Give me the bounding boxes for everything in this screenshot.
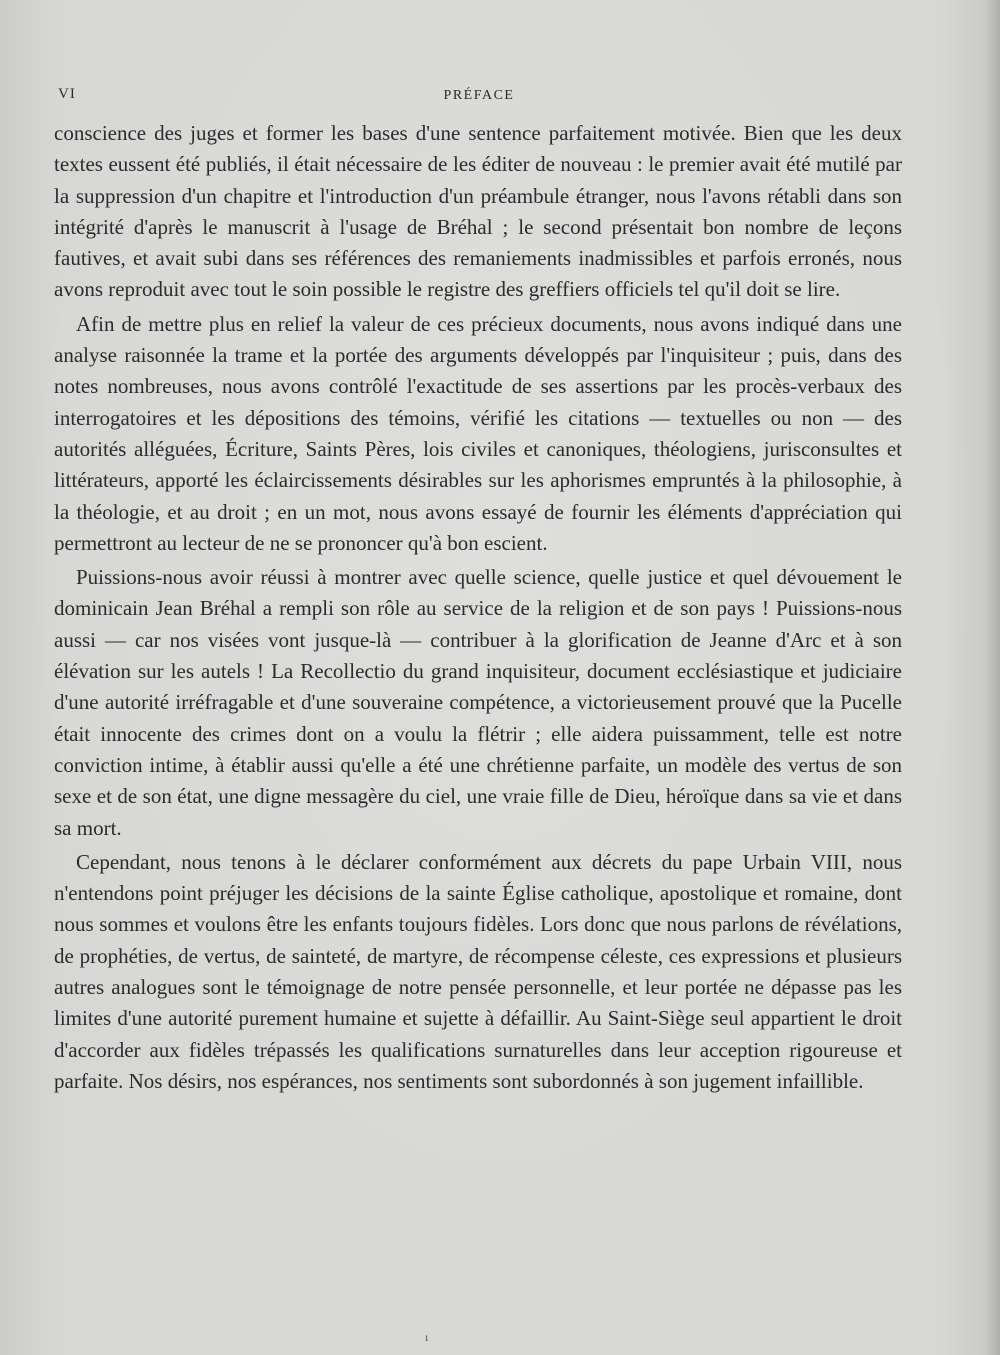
paragraph-continuation: conscience des juges et former les bases d'une sentence parfaitement motivée. Bien que les deux textes eussent été publiés, il était nécessaire de les éditer de nouveau : le premier avait été mutilé par la suppression d'un chapitre et l'introduction d'un préambule étranger, nous l'avons rétabli dans son intégrité d'après le manuscrit à l'usage de Bréhal ; le second présentait bon nombre de leçons fautives, et avait subi dans ses références des remaniements inadmissibles et parfois erronés, nous avons reproduit avec tout le soin possible le registre des greffiers officiels tel qu'il doit se lire. xyxy=(54,121,902,302)
paragraph-hopes: Puissions-nous avoir réussi à montrer avec quelle science, quelle justice et quel dévouement le dominicain Jean Bréhal a rempli son rôle au service de la religion et de son pays ! Puissions-nous aussi — car nos visées vont jusque-là — contribuer à la glorification de Jeanne d'Arc et à son élévation sur les autels ! La Recollectio du grand inquisiteur, document ecclésiastique et judiciaire d'une autorité irréfragable et d'une souveraine compétence, a victorieusement prouvé que la Pucelle était innocente des crimes dont on a voulu la flétrir ; elle aidera puissamment, telle est notre conviction intime, à établir aussi qu'elle a été une chrétienne parfaite, un modèle des vertus de son sexe et de son état, une digne messagère du ciel, une vraie fille de Dieu, héroïque dans sa vie et dans sa mort. xyxy=(54,565,902,840)
page-number: VI xyxy=(58,86,76,102)
bottom-page-mark: ı xyxy=(425,1330,429,1344)
running-title: PRÉFACE xyxy=(443,88,515,103)
paragraph-declaration: Cependant, nous tenons à le déclarer conformément aux décrets du pape Urbain VIII, nous n'entendons point préjuger les décisions de la sainte Église catholique, apostolique et romaine, dont nous sommes et voulons être les enfants toujours fidèles. Lors donc que nous parlons de révélations, de prophéties, de vertus, de sainteté, de martyre, de récompense céleste, ces expressions et plusieurs autres analogues sont le témoignage de notre pensée personnelle, et leur portée ne dépasse pas les limites d'une autorité purement humaine et sujette à défaillir. Au Saint-Siège seul appartient le droit d'accorder aux fidèles trépassés les qualifications surnaturelles dans leur acception rigoureuse et parfaite. Nos désirs, nos espérances, nos sentiments sont subordonnés à son jugement infaillible. xyxy=(54,849,902,1093)
body-text xyxy=(54,118,902,1097)
page-header xyxy=(58,86,900,110)
paragraph-analysis: Afin de mettre plus en relief la valeur de ces précieux documents, nous avons indiqué dans une analyse raisonnée la trame et la portée des arguments développés par l'inquisiteur ; puis, dans des notes nombreuses, nous avons contrôlé l'exactitude de ses assertions par les procès-verbaux des interrogatoires et les dépositions des témoins, vérifié les citations — textuelles ou non — des autorités alléguées, Écriture, Saints Pères, lois civiles et canoniques, théologiens, jurisconsultes et littérateurs, apporté les éclaircissements désirables sur les aphorismes empruntés à la philosophie, à la théologie, et au droit ; en un mot, nous avons essayé de fournir les éléments d'appréciation qui permettront au lecteur de ne se prononcer qu'à bon escient. xyxy=(54,311,902,555)
page-edge-shadow xyxy=(984,0,1000,1355)
